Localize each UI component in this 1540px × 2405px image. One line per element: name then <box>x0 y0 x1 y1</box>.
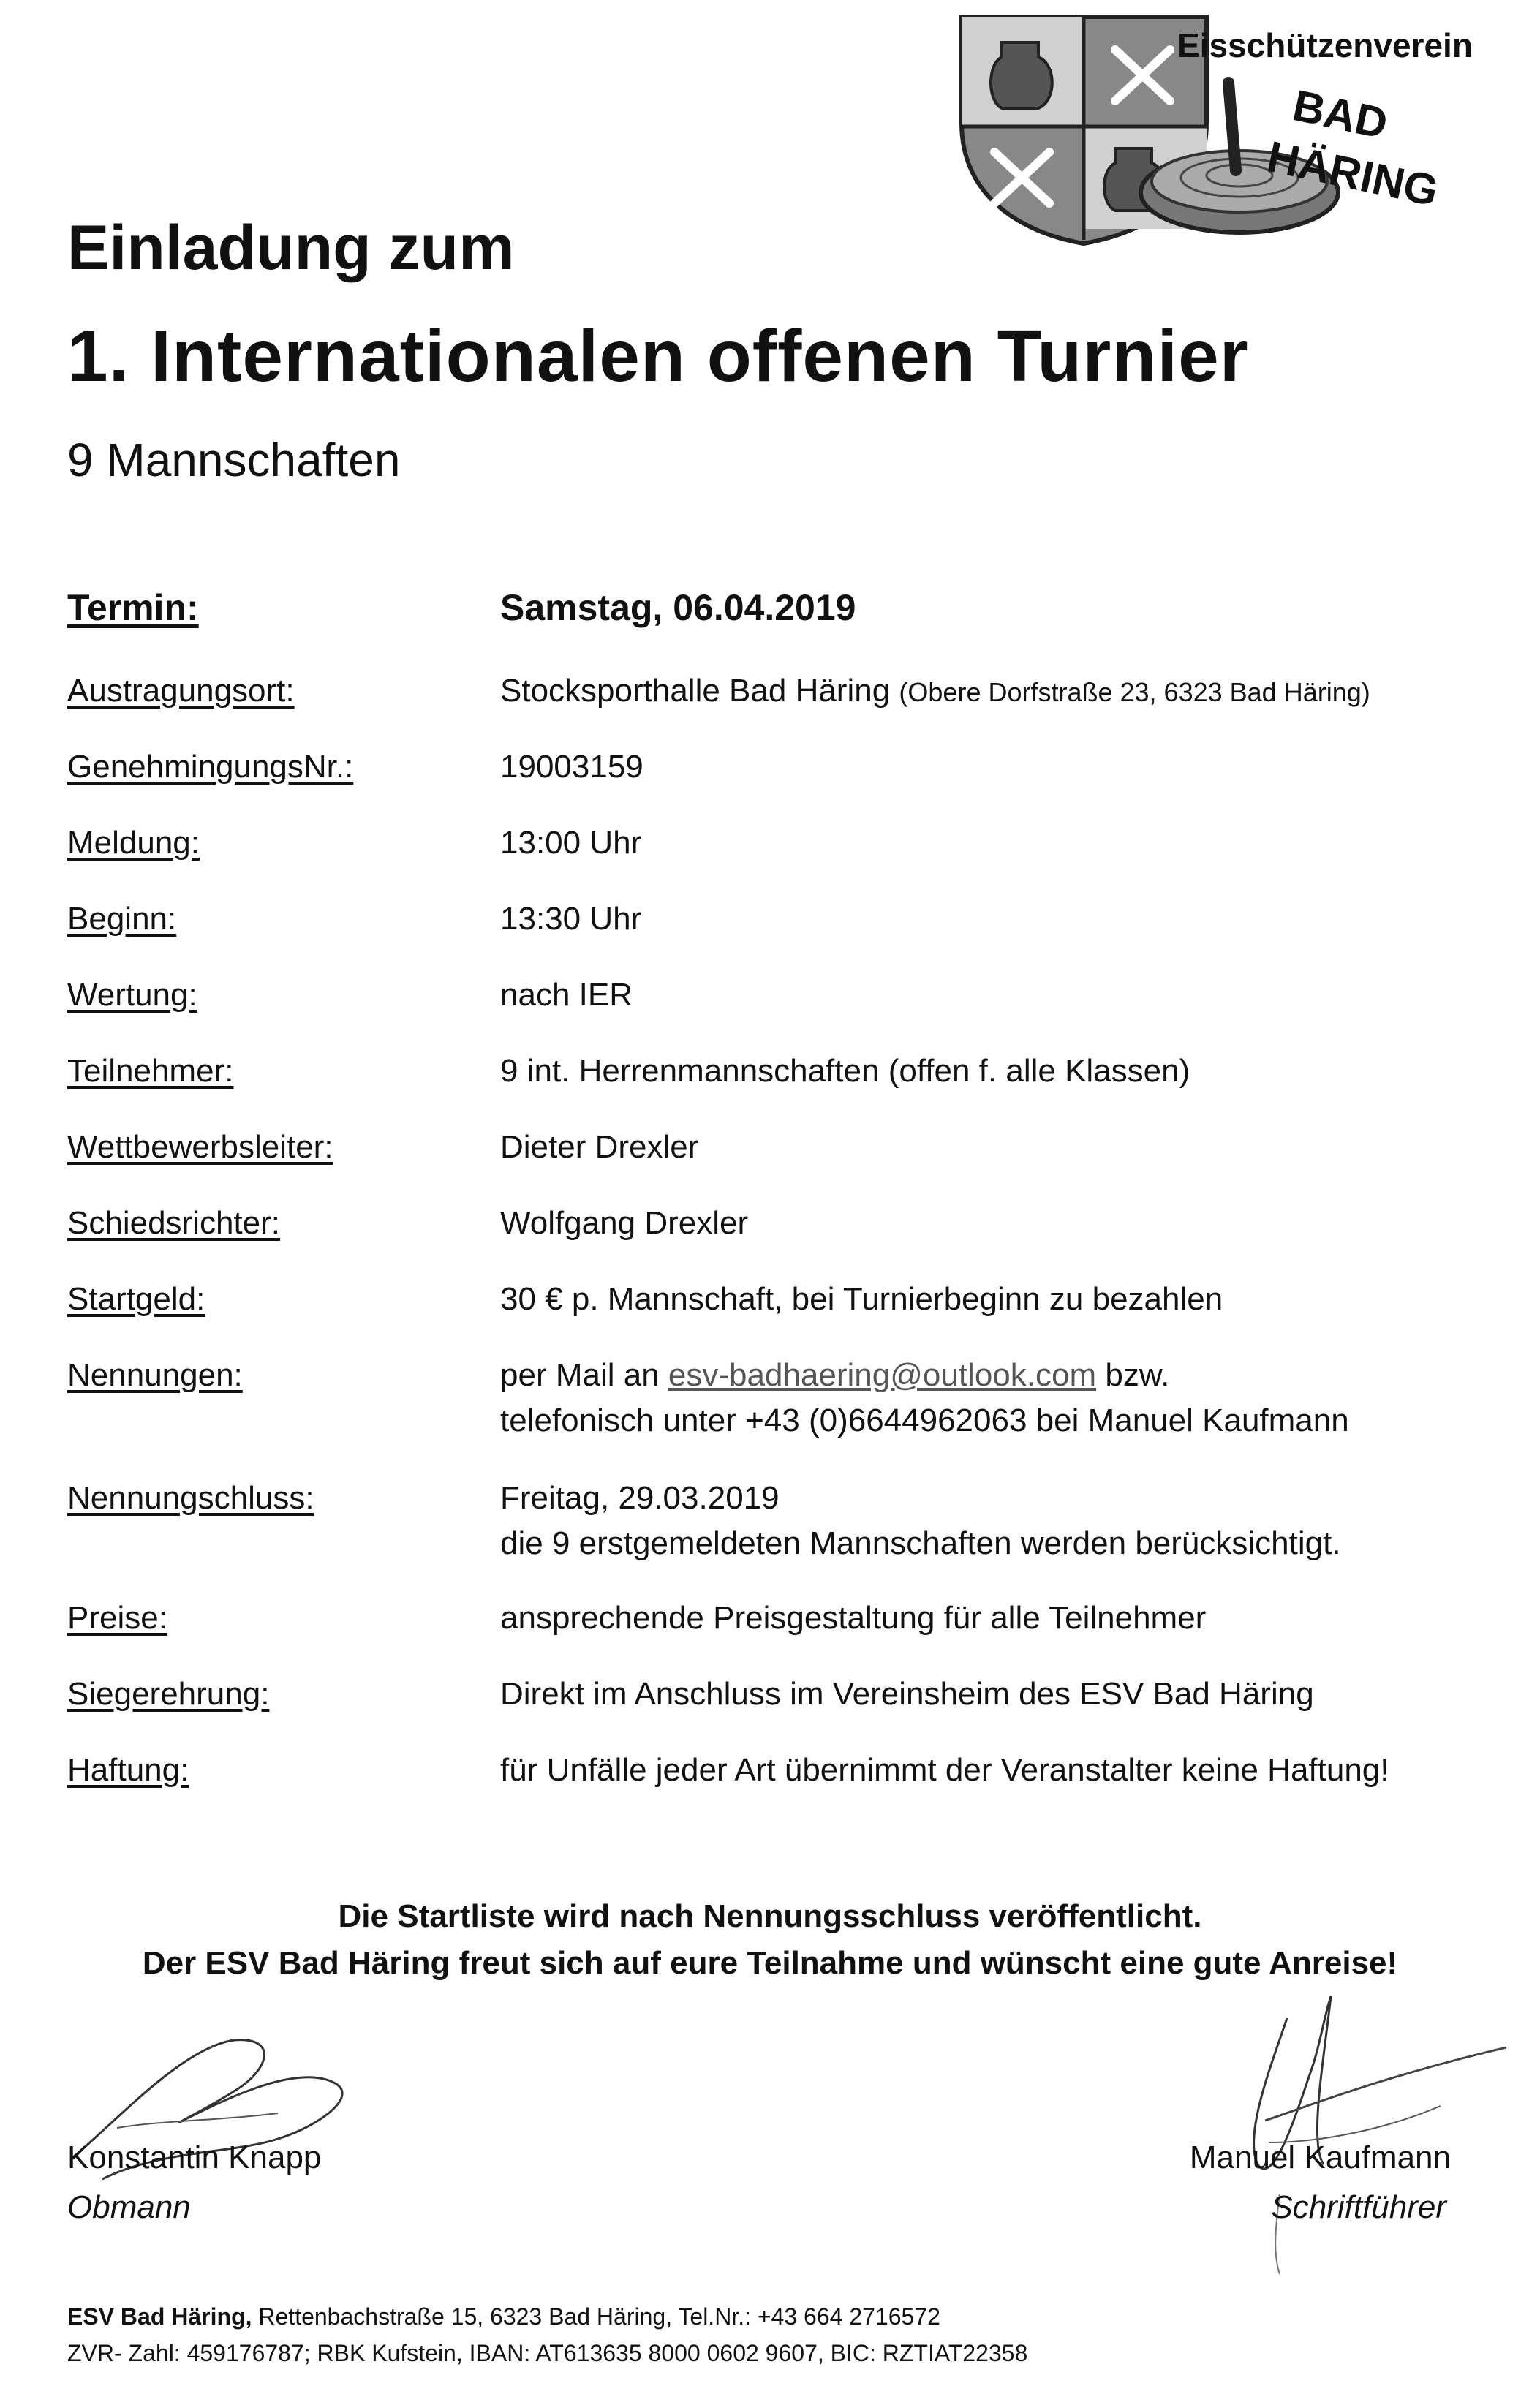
detail-value-prefix: per Mail an <box>500 1357 660 1393</box>
detail-value: Dieter Drexler <box>500 1129 699 1165</box>
detail-label: Teilnehmer: <box>67 1053 234 1089</box>
detail-label: Nennungen: <box>67 1357 243 1393</box>
detail-label: Wertung: <box>67 977 197 1013</box>
footer-org: ESV Bad Häring, <box>67 2303 252 2330</box>
detail-label: Termin: <box>67 587 199 628</box>
closing-line-2: Der ESV Bad Häring freut sich auf eure Teilnahme und wünscht eine gute Anreise! <box>142 1945 1398 1981</box>
signature-right-icon <box>1199 1974 1528 2281</box>
detail-value: 13:00 Uhr <box>500 825 642 861</box>
detail-value-suffix: bzw. <box>1105 1357 1170 1393</box>
detail-value: Freitag, 29.03.2019 <box>500 1480 780 1516</box>
signatory-left-name: Konstantin Knapp <box>67 2140 322 2175</box>
detail-value: nach IER <box>500 977 633 1013</box>
detail-label: Austragungsort: <box>67 673 295 709</box>
signatory-right-role: Schriftführer <box>1271 2189 1446 2225</box>
detail-label: Nennungschluss: <box>67 1480 314 1516</box>
address-note: (Obere Dorfstraße 23, 6323 Bad Häring) <box>899 677 1370 707</box>
detail-value: Stocksporthalle Bad Häring <box>500 673 891 709</box>
detail-label: Siegerehrung: <box>67 1676 270 1712</box>
detail-value: 19003159 <box>500 749 643 785</box>
detail-label: Haftung: <box>67 1752 189 1788</box>
detail-value: Samstag, 06.04.2019 <box>500 587 856 628</box>
detail-value: 30 € p. Mannschaft, bei Turnierbeginn zu bezahlen <box>500 1281 1223 1317</box>
detail-label: GenehmingungsNr.: <box>67 749 354 785</box>
detail-label: Preise: <box>67 1600 167 1636</box>
detail-label: Wettbewerbsleiter: <box>67 1129 333 1165</box>
logo-club-name: Eisschützenverein <box>1177 26 1473 64</box>
email-link[interactable]: esv-badhaering@outlook.com <box>668 1357 1097 1393</box>
detail-value: ansprechende Preisgestaltung für alle Teilnehmer <box>500 1600 1207 1636</box>
closing-line-1: Die Startliste wird nach Nennungsschluss veröffentlicht. <box>338 1898 1202 1934</box>
signatory-left-role: Obmann <box>67 2189 191 2225</box>
footer-line1: Rettenbachstraße 15, 6323 Bad Häring, Tel.Nr.: +43 664 2716572 <box>252 2303 940 2330</box>
detail-value-line2: die 9 erstgemeldeten Mannschaften werden berücksichtigt. <box>500 1525 1341 1561</box>
logo-town-line2: HÄRING <box>1263 132 1443 216</box>
detail-label: Beginn: <box>67 901 177 937</box>
coat-of-arms-icon <box>958 13 1484 247</box>
footer-bank: ZVR- Zahl: 459176787; RBK Kufstein, IBAN: AT613635 8000 0602 9607, BIC: RZTIAT22358 <box>67 2340 1028 2366</box>
detail-label: Startgeld: <box>67 1281 205 1317</box>
footer-address <box>67 2303 940 2330</box>
detail-value: für Unfälle jeder Art übernimmt der Veranstalter keine Haftung! <box>500 1752 1389 1788</box>
detail-value: 9 int. Herrenmannschaften (offen f. alle Klassen) <box>500 1053 1190 1089</box>
tournament-title: 1. Internationalen offenen Turnier <box>67 315 1249 397</box>
detail-label: Schiedsrichter: <box>67 1205 281 1241</box>
detail-label: Meldung: <box>67 825 200 861</box>
teams-count: 9 Mannschaften <box>67 434 401 486</box>
detail-value-line2: telefonisch unter +43 (0)6644962063 bei Manuel Kaufmann <box>500 1402 1349 1438</box>
club-logo <box>958 13 1484 247</box>
detail-value: 13:30 Uhr <box>500 901 642 937</box>
signatory-right-name: Manuel Kaufmann <box>1189 2140 1451 2175</box>
invitation-heading: Einladung zum <box>67 213 515 283</box>
detail-value: Direkt im Anschluss im Vereinsheim des ESV Bad Häring <box>500 1676 1314 1712</box>
detail-value: Wolfgang Drexler <box>500 1205 749 1241</box>
logo-town-line1: BAD <box>1288 80 1392 148</box>
